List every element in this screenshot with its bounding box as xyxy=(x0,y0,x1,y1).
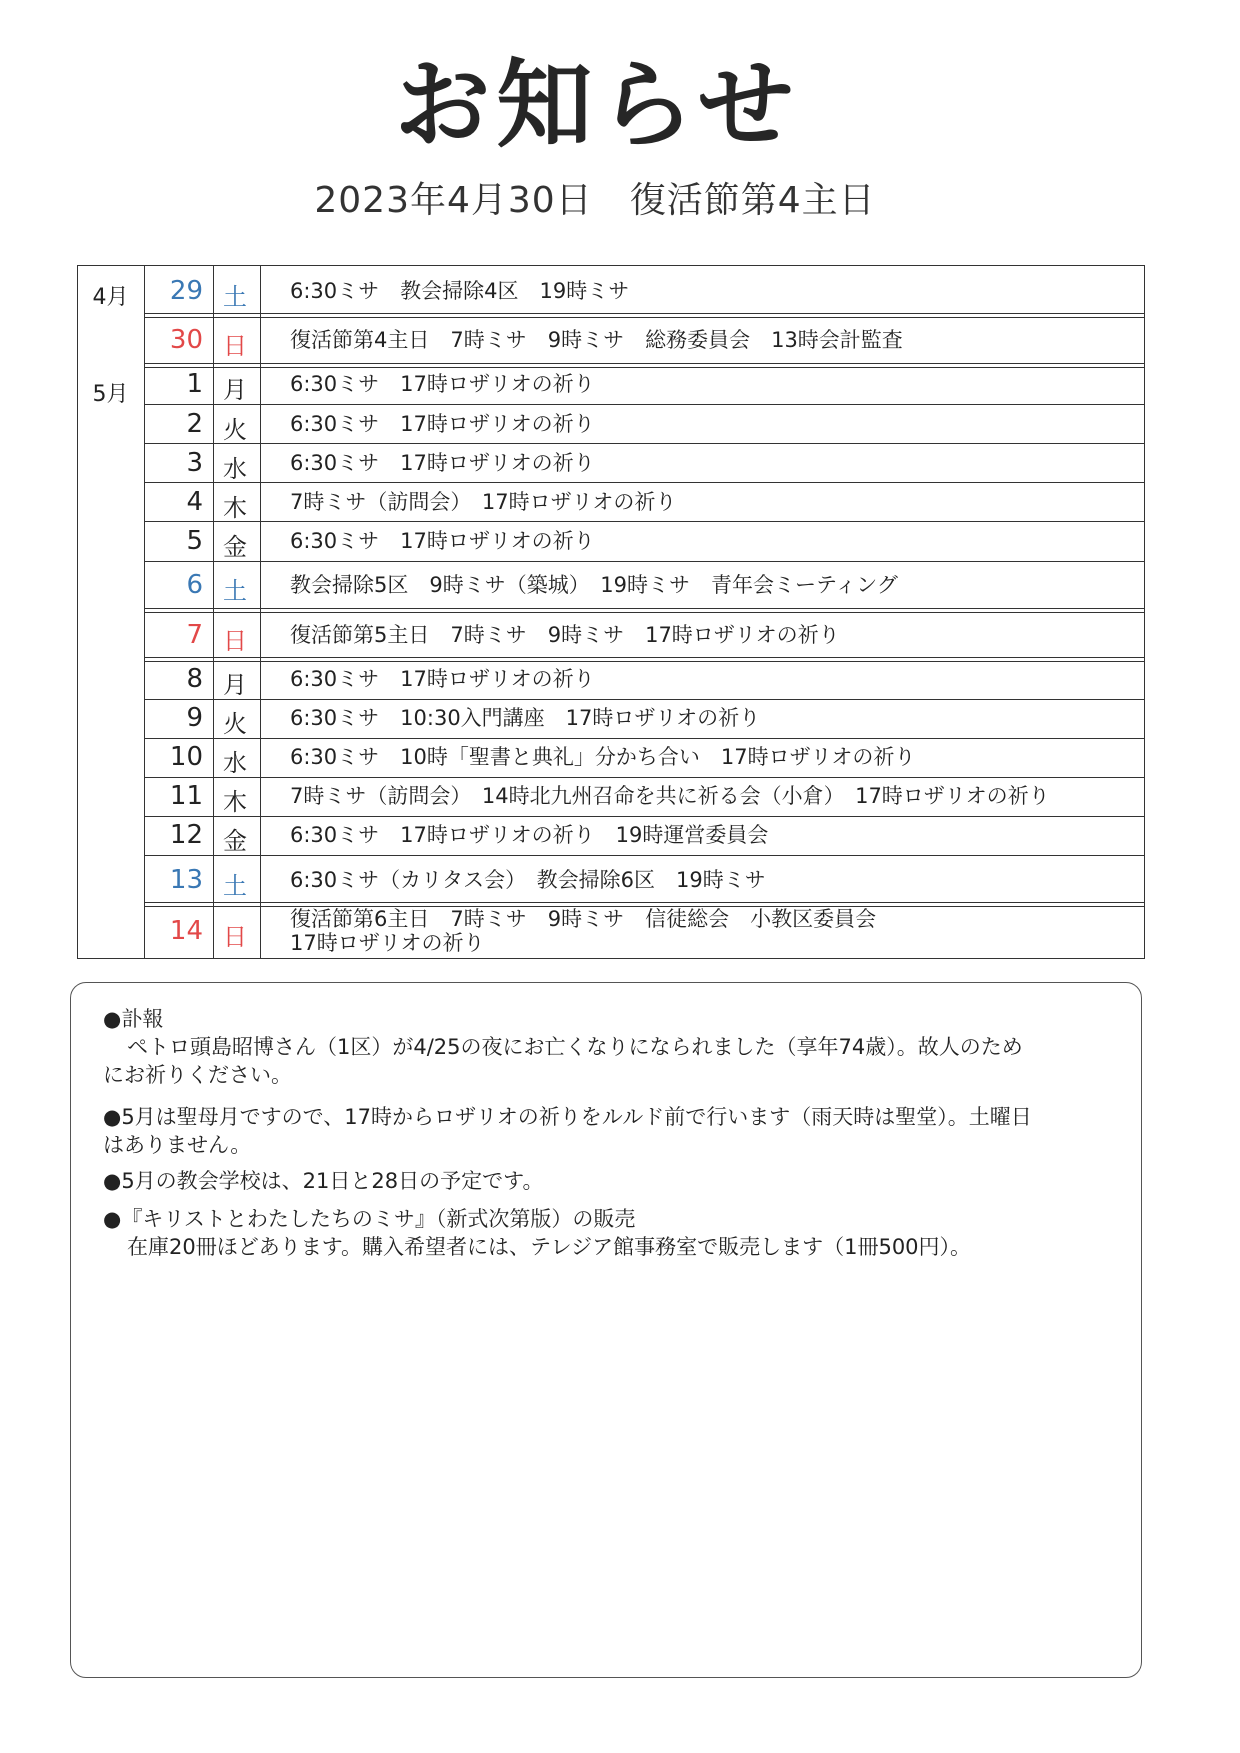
schedule-weekday: 金 xyxy=(223,827,247,856)
notice-box xyxy=(70,982,1142,1678)
notice-church-school xyxy=(103,1167,1101,1195)
schedule-events xyxy=(290,451,1136,475)
notice-rosary xyxy=(103,1103,1101,1159)
page-title: お知らせ xyxy=(394,49,800,161)
obituary-text-line-1: ペトロ頭島昭博さん（1区）が4/25の夜にお亡くなりになられました（享年74歳）。故人のため xyxy=(127,1035,1023,1059)
schedule-event-line: 7時ミサ（訪問会） 17時ロザリオの祈り xyxy=(290,489,677,514)
schedule-day: 11 xyxy=(169,781,203,812)
obituary-text-line-2: にお祈りください。 xyxy=(103,1063,292,1087)
schedule-weekday: 土 xyxy=(223,282,247,311)
schedule-event-line: 6:30ミサ 17時ロザリオの祈り xyxy=(290,528,595,553)
schedule-events xyxy=(290,868,1136,892)
church-school-text: ●5月の教会学校は、21日と28日の予定です。 xyxy=(103,1169,544,1193)
schedule-event-line: 6:30ミサ 17時ロザリオの祈り xyxy=(290,411,595,436)
schedule-weekday: 水 xyxy=(223,749,247,778)
schedule-event-line: 復活節第5主日 7時ミサ 9時ミサ 17時ロザリオの祈り xyxy=(290,622,840,647)
schedule-day: 29 xyxy=(169,275,203,306)
month-label-may: 5月 xyxy=(92,382,129,407)
schedule-weekday: 土 xyxy=(223,577,247,606)
schedule-weekday: 日 xyxy=(223,626,247,655)
schedule-event-line: 7時ミサ（訪問会） 14時北九州召命を共に祈る会（小倉） 17時ロザリオの祈り xyxy=(290,784,1050,809)
schedule-day: 3 xyxy=(186,447,203,478)
schedule-events xyxy=(290,279,1136,303)
schedule-events xyxy=(290,784,1136,808)
schedule-event-line: 6:30ミサ 10:30入門講座 17時ロザリオの祈り xyxy=(290,706,761,731)
schedule-row xyxy=(145,816,1144,855)
schedule-weekday: 日 xyxy=(223,332,247,361)
schedule-row xyxy=(145,699,1144,738)
schedule-row xyxy=(145,738,1144,777)
notice-book-sale xyxy=(103,1205,1101,1261)
rosary-text-line-1: ●5月は聖母月ですので、17時からロザリオの祈りをルルド前で行います（雨天時は聖堂）。土曜日 xyxy=(103,1105,1032,1129)
schedule-events xyxy=(290,907,1136,955)
schedule-event-line: 復活節第4主日 7時ミサ 9時ミサ 総務委員会 13時会計監査 xyxy=(290,328,903,353)
schedule-day: 9 xyxy=(186,703,203,734)
schedule-events xyxy=(290,328,1136,352)
schedule-events xyxy=(290,623,1136,647)
obituary-title: ●訃報 xyxy=(103,1007,164,1031)
schedule-row xyxy=(145,659,1144,698)
schedule-weekday: 火 xyxy=(223,415,247,444)
schedule-events xyxy=(290,706,1136,730)
schedule-event-line: 教会掃除5区 9時ミサ（築城） 19時ミサ 青年会ミーティング xyxy=(290,573,898,598)
schedule-weekday: 火 xyxy=(223,710,247,739)
schedule-event-line: 6:30ミサ（カリタス会） 教会掃除6区 19時ミサ xyxy=(290,867,766,892)
schedule-table xyxy=(77,265,1145,959)
notice-obituary xyxy=(103,1005,1101,1089)
schedule-day: 4 xyxy=(186,486,203,517)
schedule-event-line: 6:30ミサ 10時「聖書と典礼」分かち合い 17時ロザリオの祈り xyxy=(290,745,916,770)
schedule-events xyxy=(290,372,1136,396)
schedule-event-line: 17時ロザリオの祈り xyxy=(290,930,485,955)
schedule-weekday: 日 xyxy=(223,922,247,951)
schedule-row xyxy=(145,855,1144,904)
schedule-events xyxy=(290,490,1136,514)
schedule-weekday: 月 xyxy=(223,376,247,405)
schedule-day: 2 xyxy=(186,408,203,439)
schedule-events xyxy=(290,573,1136,597)
schedule-row xyxy=(145,404,1144,443)
schedule-event-line: 復活節第6主日 7時ミサ 9時ミサ 信徒総会 小教区委員会 xyxy=(290,906,877,931)
schedule-weekday: 木 xyxy=(223,493,247,522)
schedule-event-line: 6:30ミサ 17時ロザリオの祈り xyxy=(290,372,595,397)
schedule-day: 7 xyxy=(186,619,203,650)
schedule-day: 13 xyxy=(169,864,203,895)
schedule-events xyxy=(290,667,1136,691)
month-label-april: 4月 xyxy=(92,285,129,310)
schedule-events xyxy=(290,529,1136,553)
schedule-day: 30 xyxy=(169,325,203,356)
schedule-row xyxy=(145,904,1144,957)
schedule-row xyxy=(145,521,1144,560)
page-subtitle: 2023年4月30日 復活節第4主日 xyxy=(314,180,876,221)
schedule-day: 8 xyxy=(186,663,203,694)
schedule-day: 6 xyxy=(186,570,203,601)
schedule-row xyxy=(145,482,1144,521)
schedule-day: 1 xyxy=(186,369,203,400)
schedule-row xyxy=(145,777,1144,816)
book-sale-title: ●『キリストとわたしたちのミサ』（新式次第版）の販売 xyxy=(103,1207,636,1231)
schedule-row xyxy=(145,266,1144,315)
book-sale-text: 在庫20冊ほどあります。購入希望者には、テレジア館事務室で販売します（1冊500円）。 xyxy=(127,1235,972,1259)
schedule-day: 12 xyxy=(169,820,203,851)
schedule-day: 14 xyxy=(169,915,203,946)
schedule-event-line: 6:30ミサ 教会掃除4区 19時ミサ xyxy=(290,278,630,303)
schedule-weekday: 木 xyxy=(223,788,247,817)
schedule-events xyxy=(290,823,1136,847)
schedule-row xyxy=(145,610,1144,659)
schedule-day: 10 xyxy=(169,742,203,773)
schedule-row xyxy=(145,365,1144,404)
rosary-text-line-2: はありません。 xyxy=(103,1133,252,1157)
schedule-event-line: 6:30ミサ 17時ロザリオの祈り xyxy=(290,450,595,475)
schedule-weekday: 金 xyxy=(223,532,247,561)
schedule-weekday: 土 xyxy=(223,871,247,900)
schedule-row xyxy=(145,561,1144,610)
schedule-event-line: 6:30ミサ 17時ロザリオの祈り 19時運営委員会 xyxy=(290,823,769,848)
schedule-row xyxy=(145,443,1144,482)
schedule-event-line: 6:30ミサ 17時ロザリオの祈り xyxy=(290,666,595,691)
schedule-row xyxy=(145,315,1144,364)
schedule-events xyxy=(290,412,1136,436)
schedule-weekday: 月 xyxy=(223,670,247,699)
schedule-events xyxy=(290,745,1136,769)
schedule-weekday: 水 xyxy=(223,454,247,483)
schedule-day: 5 xyxy=(186,525,203,556)
